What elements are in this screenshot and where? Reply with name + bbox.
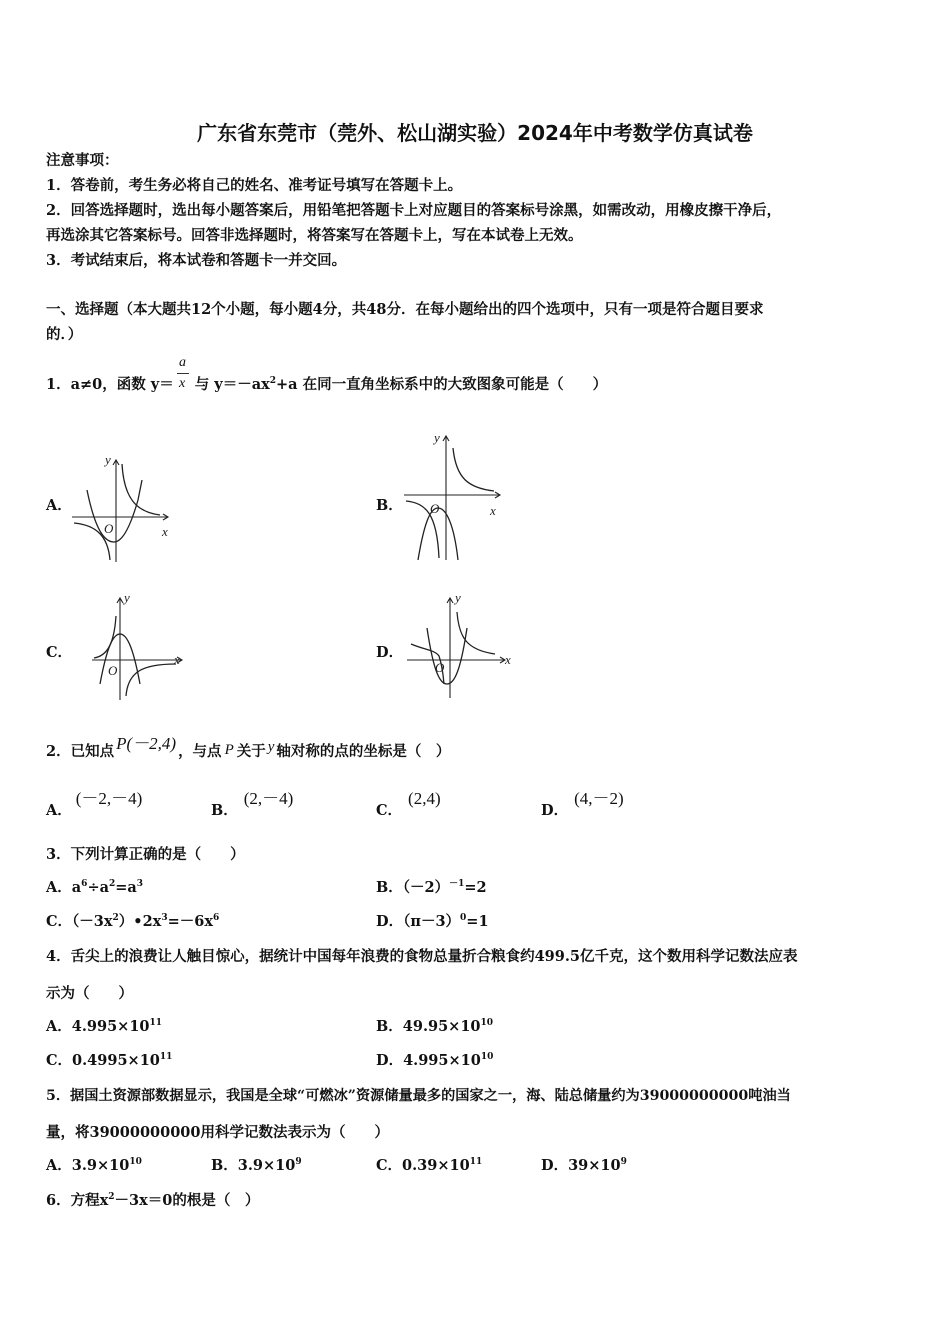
q5-option-d-label: D．: [541, 1157, 569, 1174]
q4-stem-cont: 示为（ ）: [46, 985, 133, 1002]
q2-option-b-label: B．: [211, 802, 238, 819]
q1-graph-b: [400, 428, 510, 563]
q2-option-b-value: (2,－4): [243, 789, 294, 808]
notice-item-2-cont: 再选涂其它答案标号。回答非选择题时，将答案写在答题卡上，写在本试卷上无效。: [46, 227, 583, 244]
notice-heading: 注意事项：: [46, 152, 119, 169]
q3-b-part: （－2）: [402, 879, 450, 896]
q6-stem: [46, 1194, 259, 1209]
q3-a-exp: 6: [81, 879, 88, 889]
q3-option-a-label: A．: [46, 879, 72, 896]
q3-option-c-label: C．: [46, 913, 73, 930]
q1-b-x-label: x: [490, 503, 496, 518]
q5-option-b[interactable]: [211, 1159, 302, 1174]
q1-option-b[interactable]: B．: [376, 497, 403, 514]
q2-stem: [46, 734, 451, 760]
q3-c-exp: 3: [161, 913, 168, 923]
q2-stem-a: 2．已知点: [46, 743, 115, 760]
q5-option-c-base: 0.39×10: [402, 1157, 470, 1174]
q1-option-a[interactable]: A．: [46, 497, 72, 514]
q5-option-c-exp: 11: [469, 1157, 483, 1167]
q3-c-part: ）•2x: [118, 913, 162, 930]
q4-option-c-base: 0.4995×10: [72, 1052, 160, 1069]
q2-option-a-value: (－2,－4): [75, 789, 143, 808]
q2-option-b[interactable]: [211, 789, 294, 819]
notice-item-3: 3．考试结束后，将本试卷和答题卡一并交回。: [46, 252, 347, 269]
q2-option-c[interactable]: [376, 789, 441, 819]
q3-c-part: =－6x: [167, 913, 213, 930]
q5-option-d-base: 39×10: [568, 1157, 621, 1174]
q1-mid: 与 y＝－ax: [189, 376, 270, 393]
q1-b-y-label: y: [434, 430, 440, 445]
q3-c-part: （－3x: [72, 913, 113, 930]
q4-option-c-label: C．: [46, 1052, 73, 1069]
q4-option-a-exp: 11: [149, 1018, 163, 1028]
q3-option-d[interactable]: [376, 915, 489, 930]
q3-b-exp: －1: [449, 879, 465, 889]
q3-a-part: a: [71, 879, 82, 896]
q4-stem: 4．舌尖上的浪费让人触目惊心，据统计中国每年浪费的食物总量折合粮食约499.5亿千克，这个数用科学记数法应表: [46, 948, 798, 965]
q1-option-c[interactable]: C．: [46, 644, 73, 661]
q4-option-d-base: 4.995×10: [403, 1052, 481, 1069]
q3-option-a[interactable]: [46, 881, 143, 896]
q5-option-a-exp: 10: [129, 1157, 142, 1167]
q1-cond: a≠0，函数 y＝: [70, 376, 174, 393]
q2-option-c-label: C．: [376, 802, 403, 819]
q1-frac-denominator: x: [179, 376, 186, 391]
q2-option-d-value: (4,－2): [574, 789, 624, 808]
q5-option-b-label: B．: [211, 1157, 238, 1174]
q3-c-exp: 2: [112, 913, 119, 923]
q3-option-b-label: B．: [376, 879, 403, 896]
page-title: 广东省东莞市（莞外、松山湖实验）2024年中考数学仿真试卷: [197, 121, 753, 145]
q3-option-b[interactable]: [376, 881, 487, 896]
q2-stem-c: 关于: [236, 743, 266, 760]
q1-b-origin: O: [430, 501, 440, 516]
q5-option-a-label: A．: [46, 1157, 72, 1174]
q2-p: P: [224, 742, 234, 758]
q5-option-a-base: 3.9×10: [71, 1157, 130, 1174]
q1-d-x-label: x: [505, 652, 511, 667]
q4-option-d-label: D．: [376, 1052, 404, 1069]
q5-option-b-base: 3.9×10: [237, 1157, 296, 1174]
q3-option-d-label: D．: [376, 913, 404, 930]
q5-option-d[interactable]: [541, 1159, 627, 1174]
q1-num: 1．: [46, 376, 71, 393]
q5-option-b-exp: 9: [295, 1157, 302, 1167]
q2-stem-b: ，与点: [178, 743, 222, 760]
q4-option-a-base: 4.995×10: [71, 1018, 150, 1035]
q1-c-x-label: x: [174, 652, 180, 667]
q5-option-a[interactable]: [46, 1159, 142, 1174]
q3-a-exp: 3: [136, 879, 144, 889]
q4-option-c[interactable]: [46, 1054, 172, 1069]
q4-option-d[interactable]: [376, 1054, 493, 1069]
q4-option-b-label: B．: [376, 1018, 403, 1035]
q3-b-part: =2: [464, 879, 487, 896]
q3-stem: 3．下列计算正确的是（ ）: [46, 846, 245, 863]
q1-d-y-label: y: [455, 590, 461, 605]
q6-exp: 2: [108, 1192, 115, 1202]
q1-a-x-label: x: [162, 524, 168, 539]
q5-stem: 5．据国土资源部数据显示，我国是全球“可燃冰”资源储量最多的国家之一，海、陆总储量约为39000000000吨油当: [46, 1088, 791, 1104]
q3-d-part: =1: [466, 913, 489, 930]
q1-c-y-label: y: [124, 590, 130, 605]
q1-tail: +a 在同一直角坐标系中的大致图象可能是（ ）: [276, 376, 608, 393]
section1-heading-cont: 的．）: [46, 326, 83, 343]
q2-option-a[interactable]: [46, 789, 143, 819]
q1-exp: 2: [269, 376, 277, 386]
q1-graph-c: [90, 588, 200, 703]
q2-stem-d: 轴对称的点的坐标是（ ）: [276, 743, 451, 760]
q3-d-exp: 0: [460, 913, 467, 923]
q3-a-part: =a: [115, 879, 137, 896]
q3-d-part: （π－3）: [403, 913, 461, 930]
q1-frac-numerator: a: [179, 355, 186, 370]
q3-option-c[interactable]: [46, 915, 219, 930]
q1-a-origin: O: [104, 521, 114, 536]
q2-point: P(－2,4): [116, 734, 177, 753]
q5-option-d-exp: 9: [620, 1157, 627, 1167]
q4-option-b-base: 49.95×10: [402, 1018, 481, 1035]
q3-a-exp: 2: [108, 879, 116, 889]
section1-heading: 一、选择题（本大题共12个小题，每小题4分，共48分．在每小题给出的四个选项中，只有一项是符合题目要求: [46, 301, 764, 318]
q5-option-c[interactable]: [376, 1159, 482, 1174]
q1-frac-bar: [177, 373, 189, 374]
q4-option-d-exp: 10: [480, 1052, 494, 1062]
q2-option-c-value: (2,4): [408, 789, 441, 808]
q1-option-d[interactable]: D．: [376, 644, 404, 661]
notice-item-2: 2．回答选择题时，选出每小题答案后，用铅笔把答题卡上对应题目的答案标号涂黑，如需改动，用橡皮擦干净后，: [46, 202, 782, 219]
notice-item-1: 1．答卷前，考生务必将自己的姓名、准考证号填写在答题卡上。: [46, 177, 463, 194]
q1-graph-d: [405, 588, 520, 703]
q6-part: 6．方程x: [46, 1192, 109, 1209]
q4-option-b-exp: 10: [480, 1018, 494, 1028]
q4-option-a[interactable]: [46, 1020, 162, 1035]
q4-option-c-exp: 11: [159, 1052, 173, 1062]
q4-option-b[interactable]: [376, 1020, 493, 1035]
q3-a-part: ÷a: [87, 879, 109, 896]
q4-option-a-label: A．: [46, 1018, 72, 1035]
q1-stem: [46, 378, 607, 393]
q6-part: －3x＝0的根是（ ）: [114, 1192, 260, 1209]
q3-c-exp: 6: [212, 913, 220, 923]
q2-option-d-label: D．: [541, 802, 569, 819]
q1-d-origin: O: [435, 660, 445, 675]
q2-option-d[interactable]: [541, 789, 624, 819]
q5-option-c-label: C．: [376, 1157, 403, 1174]
q2-option-a-label: A．: [46, 802, 72, 819]
q2-y: y: [267, 739, 275, 755]
q1-a-y-label: y: [105, 452, 111, 467]
q1-graph-a: [70, 450, 180, 565]
q1-c-origin: O: [108, 663, 118, 678]
q5-stem-cont: 量，将39000000000用科学记数法表示为（ ）: [46, 1124, 389, 1141]
